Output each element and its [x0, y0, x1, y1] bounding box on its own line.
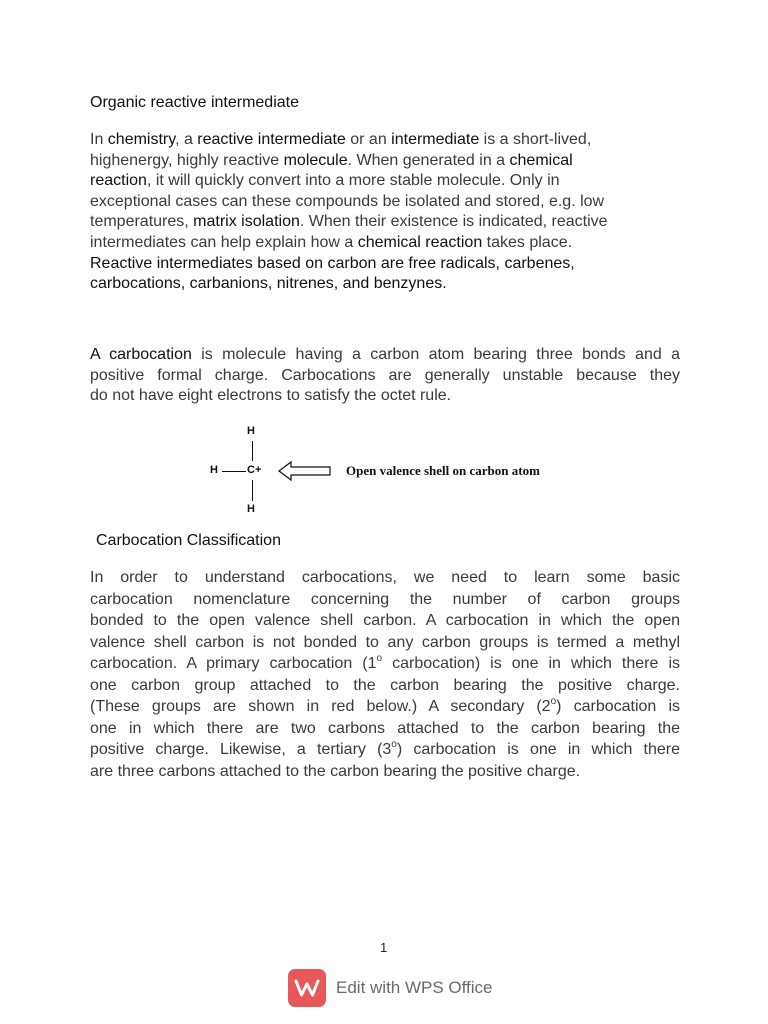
link-chemical-reaction-part1[interactable]: chemical [509, 151, 573, 169]
page-number: 1 [380, 940, 388, 955]
classification-line [90, 739, 680, 761]
carbocation-line: positive formal charge. Carbocations are generally unstable because they [90, 366, 680, 384]
text: , it will quickly convert into a more stable molecule. Only in [146, 172, 560, 190]
bond-left [222, 471, 246, 472]
left-arrow-icon [278, 460, 332, 482]
classification-line: In order to understand carbocations, we need to learn some basic [90, 569, 680, 586]
classification-line [90, 696, 680, 718]
intro-line [90, 151, 680, 172]
text: positive charge. Likewise, a tertiary (3 [90, 741, 392, 758]
intro-line [90, 130, 680, 151]
text: highenergy, highly reactive [90, 151, 284, 169]
atom-h-left: H [210, 464, 218, 476]
bond-top [252, 441, 253, 461]
carbocation-line: do not have eight electrons to satisfy the octet rule. [90, 387, 452, 405]
link-chemistry[interactable]: chemistry [107, 131, 176, 148]
classification-line: one carbon group attached to the carbon bearing the positive charge. [90, 676, 680, 694]
text: carbocation. A primary carbocation (1 [90, 655, 377, 672]
link-molecule[interactable]: molecule [283, 151, 348, 169]
text: . When generated in a [347, 151, 510, 169]
text: is molecule having a carbon atom bearing three bonds and a [191, 346, 680, 363]
link-matrix-isolation[interactable]: matrix isolation [193, 213, 300, 231]
link-carbocation[interactable]: A carbocation [90, 346, 192, 363]
wps-label: Edit with WPS Office [336, 978, 493, 997]
text: is a short-lived, [479, 131, 592, 148]
section-heading: Carbocation Classification [96, 532, 281, 549]
text: ) carbocation is [556, 698, 681, 715]
link-chemical-reaction[interactable]: chemical reaction [357, 233, 483, 251]
intro-line [90, 212, 680, 233]
classification-line: are three carbons attached to the carbon bearing the positive charge. [90, 762, 581, 780]
classification-line: one in which there are two carbons attached to the carbon bearing the [90, 719, 680, 737]
text: intermediates can help explain how a [90, 233, 358, 251]
atom-carbon: C+ [247, 464, 262, 476]
text: temperatures, [90, 213, 194, 231]
wps-logo-icon [288, 969, 326, 1007]
classification-line: bonded to the open valence shell carbon. A carbocation in which the open [90, 612, 680, 629]
carbocation-structure-diagram [200, 420, 580, 520]
intro-line [90, 233, 680, 254]
atom-h-top: H [247, 425, 255, 437]
link-reactive-intermediate[interactable]: reactive intermediate [197, 131, 346, 148]
intro-line: exceptional cases can these compounds be isolated and stored, e.g. low [90, 192, 605, 210]
classification-line: valence shell carbon is not bonded to any carbon groups is termed a methyl [90, 633, 680, 651]
text: or an [345, 131, 392, 148]
carbocation-line [90, 345, 680, 366]
document-title: Organic reactive intermediate [90, 94, 299, 111]
classification-line [90, 653, 680, 675]
carbocation-paragraph [90, 345, 680, 407]
text: (These groups are shown in red below.) A secondary (2 [90, 698, 551, 715]
text: carbocation) is one in which there is [382, 655, 680, 672]
classification-line: carbocation nomenclature concerning the number of carbon groups [90, 590, 680, 608]
bond-bottom [252, 480, 253, 501]
intro-line [90, 171, 680, 192]
text: , a [175, 131, 198, 148]
text: In [90, 131, 108, 148]
text: ) carbocation is one in which there [396, 741, 681, 758]
link-chemical-reaction-part2[interactable]: reaction [90, 172, 147, 190]
classification-paragraph [90, 567, 680, 782]
degree-superscript: o [391, 738, 397, 750]
text: takes place. [482, 233, 573, 251]
link-intermediate[interactable]: intermediate [391, 131, 480, 148]
edit-with-wps-button[interactable] [288, 969, 493, 1007]
structure-label: Open valence shell on carbon atom [346, 463, 540, 478]
intro-line: Reactive intermediates based on carbon are free radicals, carbenes, [90, 254, 575, 272]
degree-superscript: o [550, 695, 557, 707]
text: . When their existence is indicated, reactive [299, 213, 608, 231]
atom-h-bottom: H [247, 503, 255, 515]
intro-line: carbocations, carbanions, nitrenes, and benzynes. [90, 275, 447, 293]
intro-paragraph [90, 130, 680, 295]
degree-superscript: o [376, 652, 383, 664]
